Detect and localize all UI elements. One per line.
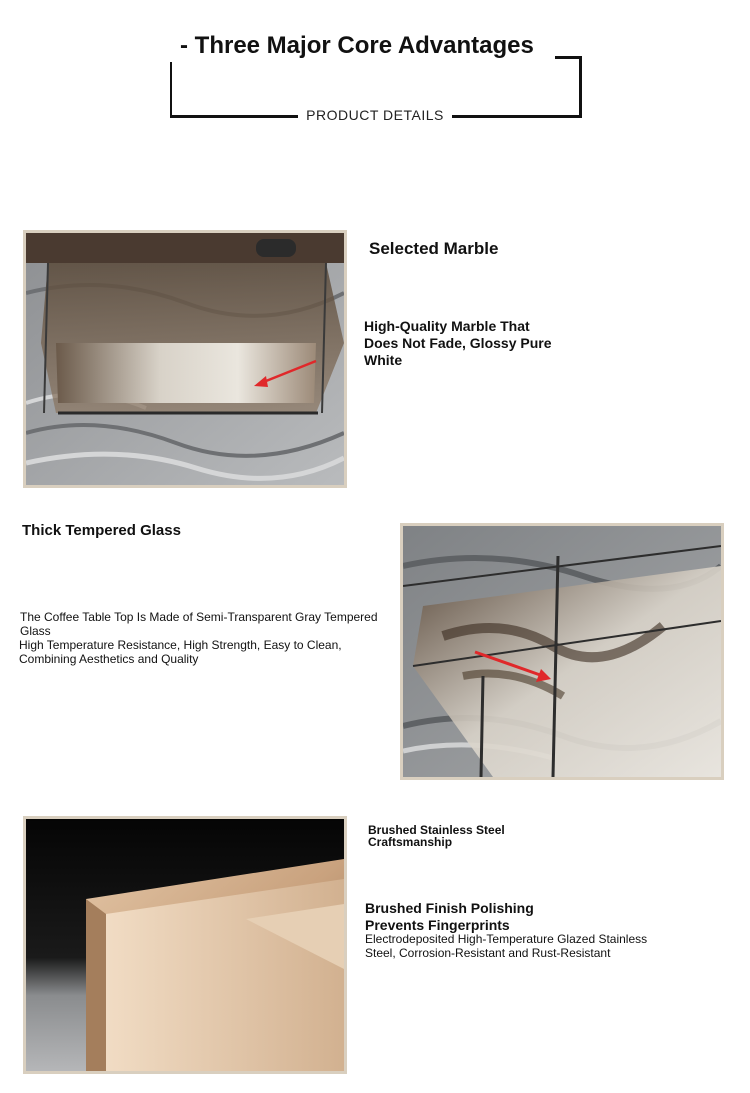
section1-title: Selected Marble	[369, 239, 499, 258]
section2-title: Thick Tempered Glass	[22, 522, 181, 539]
section3-subtitle: Brushed Finish Polishing Prevents Fingerprints	[365, 900, 534, 933]
section1-description: High-Quality Marble That Does Not Fade, Glossy Pure White	[364, 318, 552, 368]
header-frame-right	[579, 56, 582, 118]
section3-description: Electrodeposited High-Temperature Glazed Stainless Steel, Corrosion-Resistant and Rust-Resistant	[365, 932, 648, 960]
page-subtitle: PRODUCT DETAILS	[306, 107, 444, 123]
header-frame-bottom-right	[452, 115, 582, 118]
brushed-steel-image	[23, 816, 347, 1074]
section3-title: Brushed Stainless Steel Craftsmanship	[368, 823, 505, 849]
tempered-glass-image	[400, 523, 724, 780]
section2-description-2: High Temperature Resistance, High Strength, Easy to Clean, Combining Aesthetics and Quality	[19, 638, 342, 666]
section2-description-1: The Coffee Table Top Is Made of Semi-Transparent Gray Tempered Glass	[20, 610, 378, 638]
header-frame-top-right	[555, 56, 582, 59]
header-frame-left	[170, 62, 172, 117]
header-frame-bottom-left	[170, 115, 298, 118]
marble-table-image	[23, 230, 347, 488]
page-title: - Three Major Core Advantages	[180, 32, 534, 59]
